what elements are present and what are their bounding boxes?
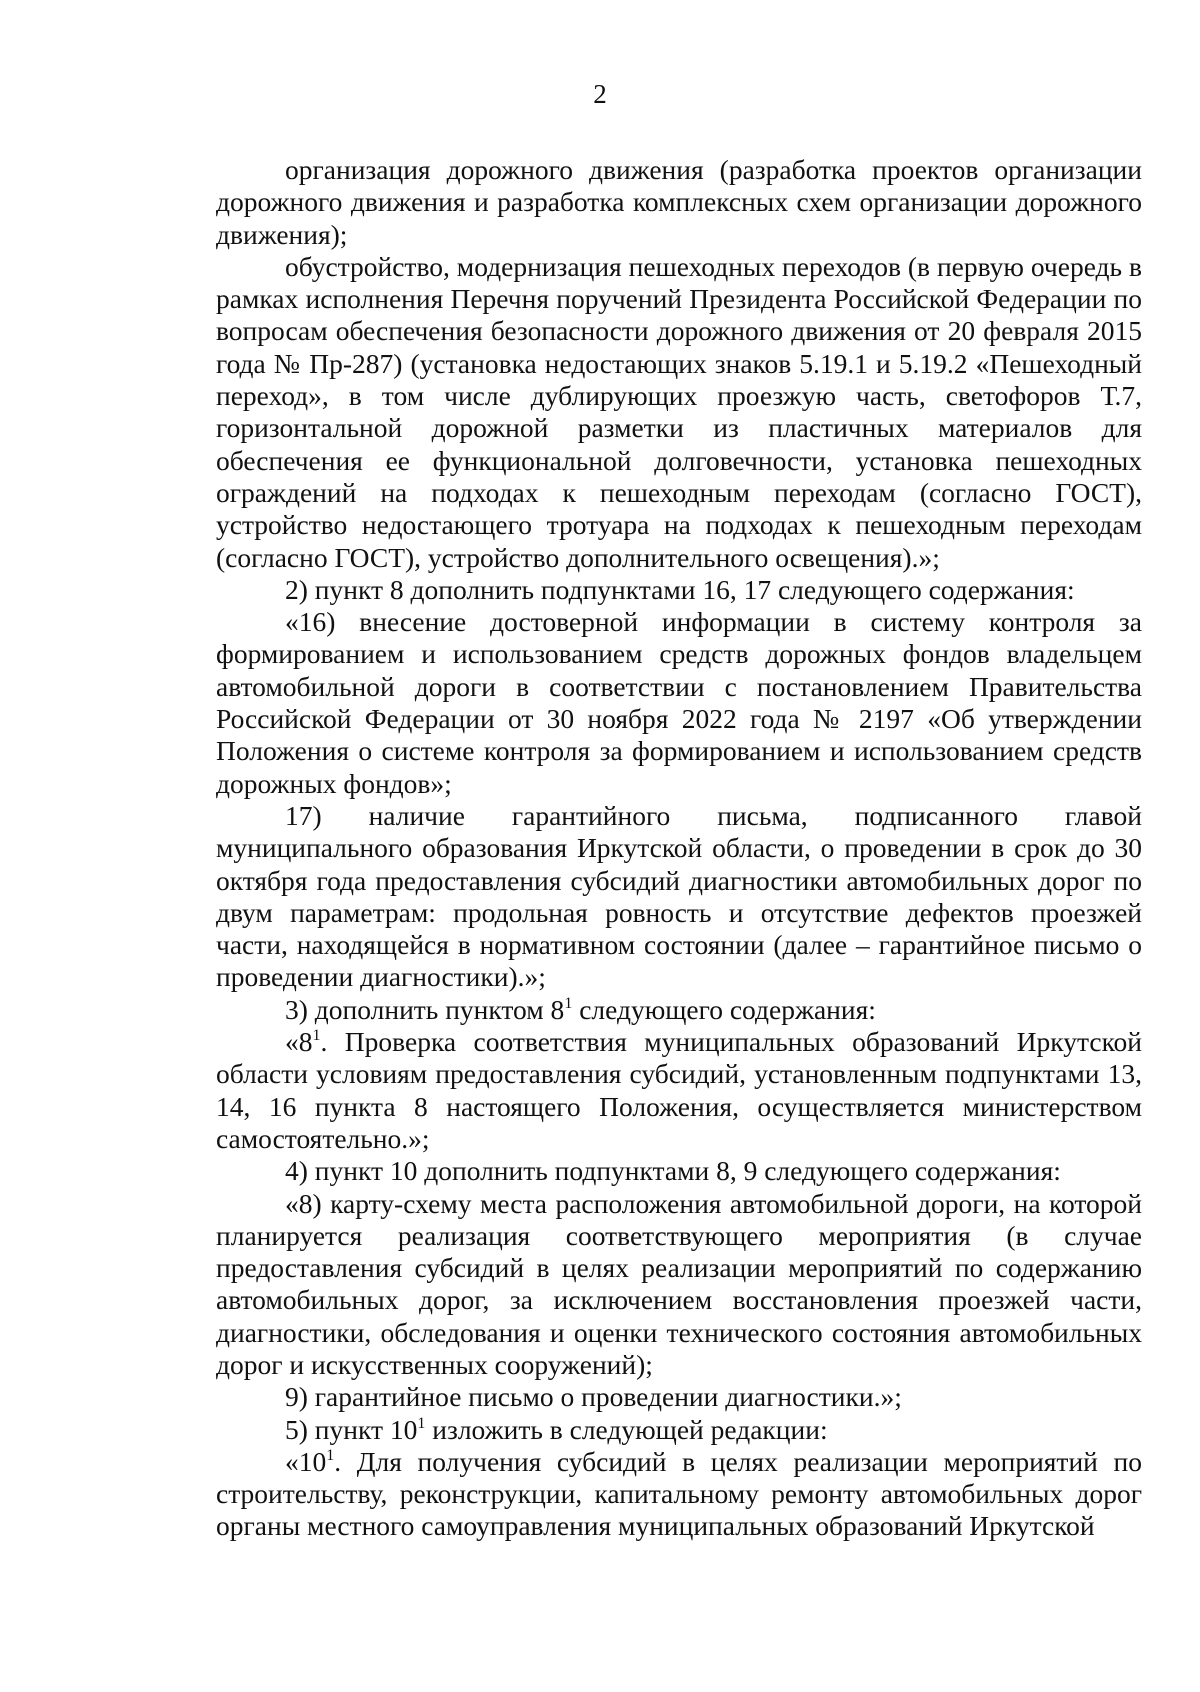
paragraph	[216, 1414, 1142, 1446]
paragraph: 17) наличие гарантийного письма, подписанного главой муниципального образования Иркутской области, о проведении в срок до 30 октября года предоставления субсидий диагностики автомобильных дорог по двум параметрам: продольная ровность и отсутствие дефектов проезжей части, находящейся в нормативном состоянии (далее – гарантийное письмо о проведении диагностики).»;	[216, 799, 1142, 993]
paragraph	[216, 994, 1142, 1026]
paragraph-text: 3) дополнить пунктом 8	[285, 993, 565, 1025]
paragraph-text: «8	[285, 1026, 313, 1058]
paragraph-text: «10	[285, 1445, 327, 1477]
superscript: 1	[564, 994, 573, 1012]
paragraph: организация дорожного движения (разработка проектов организации дорожного движения и разработка комплексных схем организации дорожного движения);	[216, 154, 1142, 250]
paragraph: «16) внесение достоверной информации в систему контроля за формированием и использованием средств дорожных фондов владельцем автомобильной дороги в соответствии с постановлением Правительства Российской Федерации от 30 ноября 2022 года № 2197 «Об утверждении Положения о системе контроля за формированием и использованием средств дорожных фондов»;	[216, 606, 1142, 799]
paragraph-text: следующего содержания:	[572, 993, 876, 1025]
paragraph	[216, 1446, 1142, 1543]
paragraph: «8) карту-схему места расположения автомобильной дороги, на которой планируется реализация соответствующего мероприятия (в случае предоставления субсидий в целях реализации мероприятий по содержанию автомобильных дорог, за исключением восстановления проезжей части, диагностики, обследования и оценки технического состояния автомобильных дорог и искусственных сооружений);	[216, 1187, 1142, 1380]
paragraph-text: изложить в следующей редакции:	[425, 1413, 828, 1445]
paragraph-text: . Для получения субсидий в целях реализации мероприятий по строительству, реконструкции, капитальному ремонту автомобильных дорог органы местного самоуправления муниципальных образований Иркутской	[216, 1445, 1142, 1542]
document-body	[216, 154, 1142, 1543]
paragraph: 2) пункт 8 дополнить подпунктами 16, 17 следующего содержания:	[285, 573, 1075, 605]
superscript: 1	[312, 1027, 321, 1045]
paragraph-text: 5) пункт 10	[285, 1413, 418, 1445]
paragraph: обустройство, модернизация пешеходных переходов (в первую очередь в рамках исполнения Перечня поручений Президента Российской Федерации по вопросам обеспечения безопасности дорожного движения от 20 февраля 2015 года № Пр-287) (установка недостающих знаков 5.19.1 и 5.19.2 «Пешеходный переход», в том числе дублирующих проезжую часть, светофоров Т.7, горизонтальной дорожной разметки из пластичных материалов для обеспечения ее функциональной долговечности, установка пешеходных ограждений на подходах к пешеходным переходам (согласно ГОСТ), устройство недостающего тротуара на подходах к пешеходным переходам (согласно ГОСТ), устройство дополнительного освещения).»;	[216, 250, 1142, 573]
superscript: 1	[326, 1446, 335, 1464]
superscript: 1	[417, 1414, 426, 1432]
paragraph: 4) пункт 10 дополнить подпунктами 8, 9 следующего содержания:	[285, 1155, 1061, 1187]
paragraph: 9) гарантийное письмо о проведении диагностики.»;	[285, 1381, 902, 1413]
paragraph	[216, 1026, 1142, 1155]
page-number: 2	[593, 79, 607, 109]
paragraph-text: . Проверка соответствия муниципальных образований Иркутской области условиям предоставления субсидий, установленным подпунктами 13, 14, 16 пункта 8 настоящего Положения, осуществляется министерством самостоятельно.»;	[216, 1026, 1142, 1154]
